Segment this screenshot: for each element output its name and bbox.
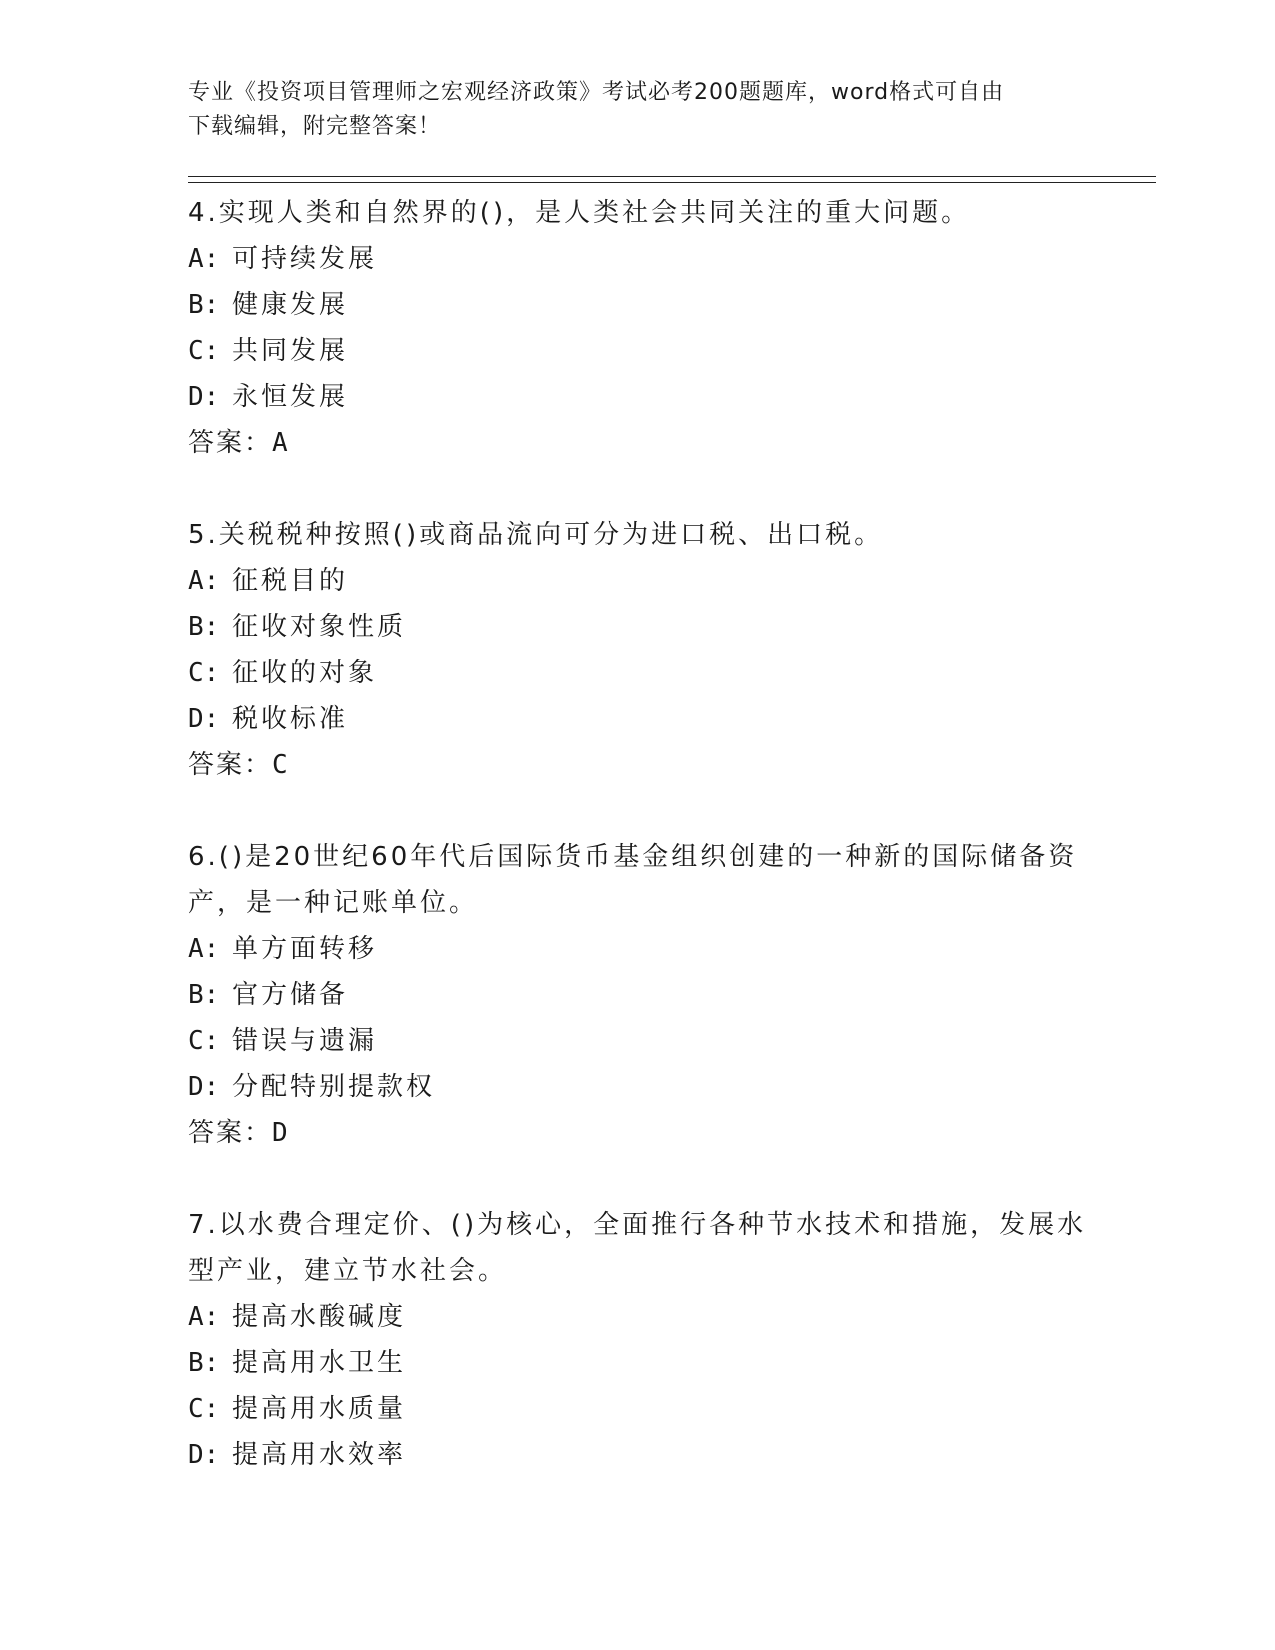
option-letter: C: xyxy=(188,1026,220,1056)
option-text: 官方储备 xyxy=(232,980,349,1010)
option-text: 征收的对象 xyxy=(232,658,378,688)
option-a xyxy=(188,926,1088,972)
option-b xyxy=(188,1340,1088,1386)
option-c xyxy=(188,650,1088,696)
option-letter: B: xyxy=(188,290,220,320)
question-item xyxy=(188,834,1088,1156)
option-text: 单方面转移 xyxy=(232,934,378,964)
answer-label: 答案： xyxy=(188,1118,273,1148)
option-b xyxy=(188,604,1088,650)
option-text: 税收标准 xyxy=(232,704,349,734)
option-d xyxy=(188,374,1088,420)
option-c xyxy=(188,1386,1088,1432)
question-item xyxy=(188,190,1088,466)
answer-line xyxy=(188,742,1088,788)
option-text: 共同发展 xyxy=(232,336,349,366)
option-text: 可持续发展 xyxy=(232,244,378,274)
question-stem: 7.以水费合理定价、()为核心，全面推行各种节水技术和措施，发展水型产业，建立节水社会。 xyxy=(188,1210,1087,1286)
question-stem: 5.关税税种按照()或商品流向可分为进口税、出口税。 xyxy=(188,520,884,550)
document-header xyxy=(188,76,1068,144)
option-text: 提高用水质量 xyxy=(232,1394,407,1424)
question-item xyxy=(188,512,1088,788)
option-letter: D: xyxy=(188,1072,220,1102)
option-text: 征收对象性质 xyxy=(232,612,407,642)
option-letter: D: xyxy=(188,704,220,734)
option-letter: D: xyxy=(188,382,220,412)
answer-value: C xyxy=(272,750,288,780)
option-letter: B: xyxy=(188,612,220,642)
answer-line xyxy=(188,420,1088,466)
option-d xyxy=(188,1064,1088,1110)
option-text: 提高用水效率 xyxy=(232,1440,407,1470)
option-letter: A: xyxy=(188,244,220,274)
option-text: 健康发展 xyxy=(232,290,349,320)
answer-label: 答案： xyxy=(188,428,273,458)
option-text: 提高用水卫生 xyxy=(232,1348,407,1378)
option-letter: A: xyxy=(188,566,220,596)
option-text: 征税目的 xyxy=(232,566,349,596)
option-letter: C: xyxy=(188,336,220,366)
option-letter: B: xyxy=(188,1348,220,1378)
header-divider-top xyxy=(188,176,1156,177)
option-a xyxy=(188,1294,1088,1340)
option-d xyxy=(188,696,1088,742)
option-letter: B: xyxy=(188,980,220,1010)
option-text: 错误与遗漏 xyxy=(232,1026,378,1056)
option-letter: A: xyxy=(188,934,220,964)
option-d xyxy=(188,1432,1088,1478)
question-stem: 4.实现人类和自然界的()，是人类社会共同关注的重大问题。 xyxy=(188,198,971,228)
header-divider-bottom xyxy=(188,182,1156,183)
answer-value: A xyxy=(272,428,288,458)
option-letter: D: xyxy=(188,1440,220,1470)
option-letter: C: xyxy=(188,658,220,688)
answer-label: 答案： xyxy=(188,750,273,780)
question-list xyxy=(188,190,1088,1524)
option-a xyxy=(188,558,1088,604)
header-line-2: 下载编辑，附完整答案！ xyxy=(188,114,442,139)
option-letter: C: xyxy=(188,1394,220,1424)
answer-line xyxy=(188,1110,1088,1156)
header-line-1: 专业《投资项目管理师之宏观经济政策》考试必考200题题库，word格式可自由 xyxy=(188,80,1005,105)
question-stem: 6.()是20世纪60年代后国际货币基金组织创建的一种新的国际储备资产，是一种记账单位。 xyxy=(188,842,1078,918)
question-item xyxy=(188,1202,1088,1478)
option-b xyxy=(188,282,1088,328)
option-c xyxy=(188,328,1088,374)
option-text: 分配特别提款权 xyxy=(232,1072,436,1102)
answer-value: D xyxy=(272,1118,288,1148)
option-c xyxy=(188,1018,1088,1064)
option-text: 永恒发展 xyxy=(232,382,349,412)
option-letter: A: xyxy=(188,1302,220,1332)
option-a xyxy=(188,236,1088,282)
option-b xyxy=(188,972,1088,1018)
option-text: 提高水酸碱度 xyxy=(232,1302,407,1332)
